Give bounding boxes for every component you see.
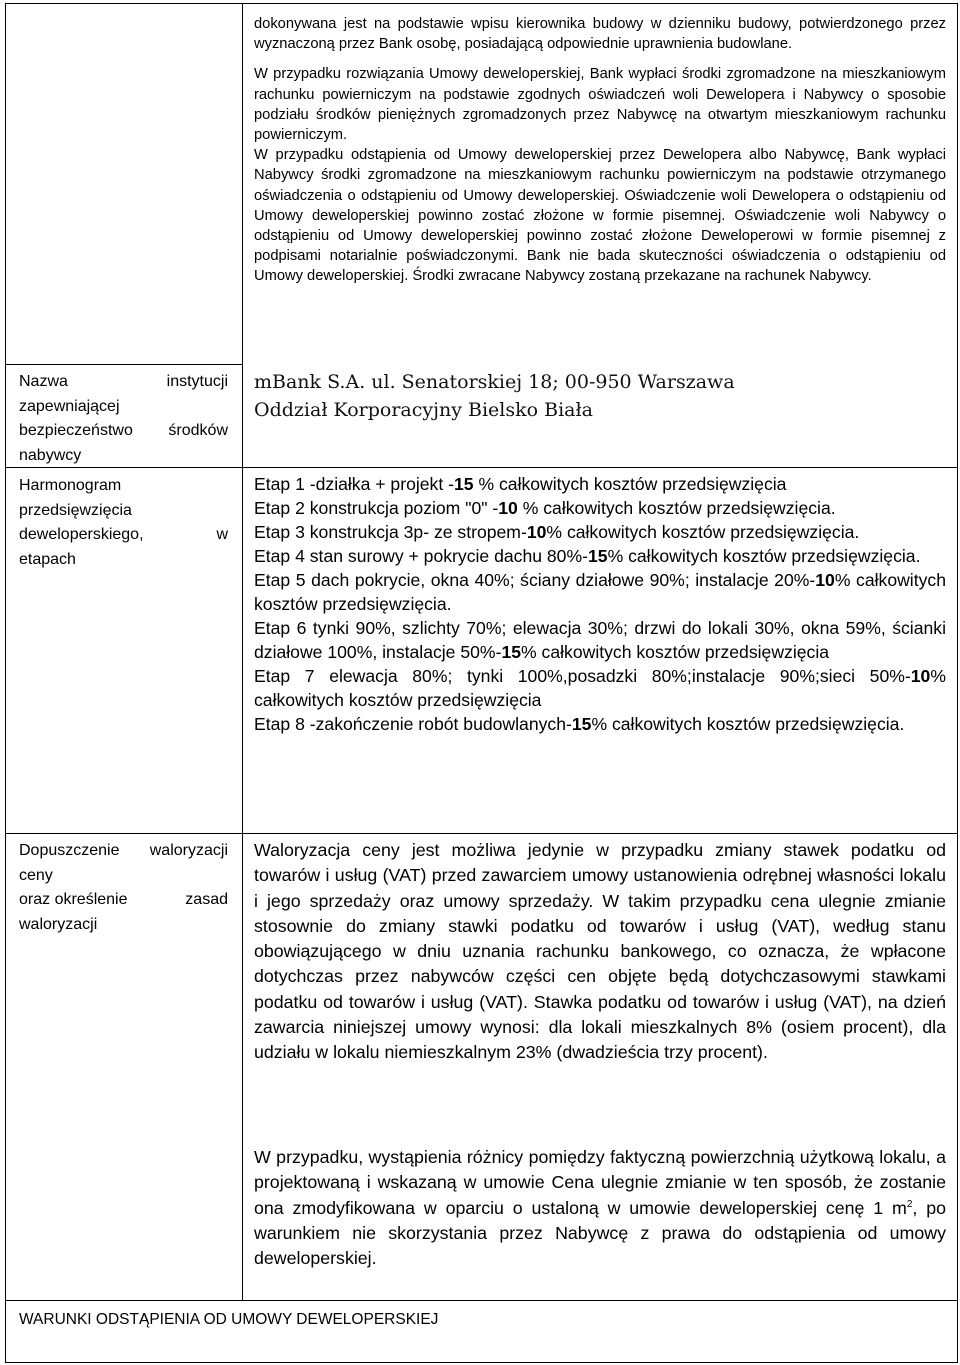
label-word: oraz określenie: [19, 891, 128, 908]
stage-5: Etap 5 dach pokrycie, okna 40%; ściany działowe 90%; instalacje 20%-10% całkowitych kosztów przedsięwzięcia.: [254, 570, 946, 614]
label-line: [19, 839, 228, 864]
label-word: deweloperskiego,: [19, 526, 144, 543]
label-word: Dopuszczenie: [19, 842, 120, 859]
label-word: bezpieczeństwo: [19, 422, 133, 439]
label-line: [19, 444, 228, 469]
valorization-text: [254, 838, 946, 1066]
column-divider: [242, 3, 243, 1300]
area-difference-text: [254, 1145, 946, 1271]
label-word: Nazwa: [19, 373, 68, 390]
label-line: [19, 474, 228, 499]
paragraph: W przypadku odstąpienia od Umowy deweloperskiej przez Dewelopera albo Nabywcę, Bank wypłaci Nabywcy środki zgromadzone na mieszkaniowym rachunku powierniczym na podstawie otrzymanego oświadczenia o odstąpieniu od Umowy deweloperskiej. Oświadczenie woli Dewelopera o odstąpieniu od Umowy deweloperskiej powinno zostać złożone w formie pisemnej. Oświadczenie woli Nabywcy o odstąpieniu od Umowy deweloperskiej powinno zostać złożone Deweloperowi w formie pisemnej z podpisami notarialnie poświadczonymi. Bank nie bada skuteczności oświadczenia o odstąpieniu od Umowy deweloperskiej. Środki zwracane Nabywcy zostaną przekazane na rachunek Nabywcy.: [254, 147, 946, 285]
label-bank-institution: [19, 370, 228, 468]
label-word: w: [216, 526, 228, 543]
stage-3: Etap 3 konstrukcja 3p- ze stropem-10% całkowitych kosztów przedsięwzięcia.: [254, 522, 860, 542]
label-line: [19, 419, 228, 444]
stage-7: Etap 7 elewacja 80%; tynki 100%,posadzki 80%;instalacje 90%;sieci 50%-10% całkowitych kosztów przedsięwzięcia: [254, 666, 946, 710]
label-word: zapewniającej: [19, 397, 120, 415]
label-line: [19, 888, 228, 913]
label-word: waloryzacji: [149, 842, 228, 859]
label-line: [19, 913, 228, 938]
paragraph: dokonywana jest na podstawie wpisu kierownika budowy w dzienniku budowy, potwierdzonego przez wyznaczoną przez Bank osobę, posiadającą odpowiednie uprawnienia budowlane.: [254, 16, 946, 53]
label-valorization: [19, 839, 228, 937]
label-word: waloryzacji: [19, 915, 98, 933]
label-word: instytucji: [166, 373, 228, 390]
label-word: zasad: [185, 891, 228, 908]
label-word: Harmonogram: [19, 477, 122, 494]
stage-2: Etap 2 konstrukcja poziom "0" -10 % całkowitych kosztów przedsięwzięcia.: [254, 498, 836, 518]
label-line: [19, 864, 228, 889]
bank-branch: Oddział Korporacyjny Bielsko Biała: [254, 399, 593, 421]
section-title: WARUNKI ODSTĄPIENIA OD UMOWY DEWELOPERSKIEJ: [19, 1311, 439, 1328]
paragraph: Waloryzacja ceny jest możliwa jedynie w przypadku zmiany stawek podatku od towarów i usług (VAT) przed zawarciem umowy ustanowienia odrębnej własności lokalu i jego sprzedaży oraz umowy sprzedaży. W takim przypadku cena ulegnie zmianie stosownie do zmiany stawki podatku od towarów i usług (VAT), według stanu obowiązującego w dniu uznania rachunku bankowego, co oznacza, że wpłacone dotychczas przez nabywców części cen objęte będą dotychczasowymi stawkami podatku od towarów i usług (VAT). Stawka podatku od towarów i usług (VAT), na dzień zawarcia niniejszej umowy wynosi: dla lokali mieszkalnych 8% (osiem procent), dla udziału w lokalu niemieszkalnym 23% (dwadzieścia trzy procent).: [254, 840, 946, 1063]
row-divider: [5, 364, 243, 365]
bank-name: mBank S.A. ul. Senatorskiej 18; 00-950 Warszawa: [254, 371, 735, 393]
label-word: środków: [168, 422, 228, 439]
label-line: [19, 370, 228, 395]
label-word: przedsięwzięcia: [19, 501, 132, 519]
label-word: ceny: [19, 866, 53, 884]
stage-1: Etap 1 -działka + projekt -15 % całkowitych kosztów przedsięwzięcia: [254, 474, 787, 494]
row-divider: [5, 833, 958, 834]
label-line: [19, 395, 228, 420]
stage-8: Etap 8 -zakończenie robót budowlanych-15% całkowitych kosztów przedsięwzięcia.: [254, 714, 905, 734]
paragraph: W przypadku rozwiązania Umowy deweloperskiej, Bank wypłaci środki zgromadzone na mieszkaniowym rachunku powierniczym na podstawie zgodnych oświadczeń woli Dewelopera i Nabywcy o sposobie podziału środków pieniężnych zgromadzonych przez Nabywcę na otwartym mieszkaniowym rachunku powierniczym.: [254, 66, 946, 144]
label-line: [19, 499, 228, 524]
row-divider: [5, 1300, 958, 1301]
label-word: nabywcy: [19, 446, 82, 464]
bank-info: [254, 368, 946, 424]
label-line: [19, 523, 228, 548]
label-word: etapach: [19, 550, 76, 568]
label-schedule: [19, 474, 228, 572]
paragraph: W przypadku, wystąpienia różnicy pomiędzy faktyczną powierzchnią użytkową lokalu, a projektowaną i wskazaną w umowie Cena ulegnie zmianie w ten sposób, że zostanie ona zmodyfikowana w oparciu o ustaloną w umowie deweloperskiej cenę 1 $m^2$, po warunkiem nie skorzystania przez Nabywcę z prawa do odstąpienia od umowy deweloperskiej.: [254, 1147, 946, 1269]
stage-6: Etap 6 tynki 90%, szlichty 70%; elewacja 30%; drzwi do lokali 30%, okna 59%, ścianki działowe 100%, instalacje 50%-15% całkowitych kosztów przedsięwzięcia: [254, 618, 946, 662]
label-line: [19, 548, 228, 573]
schedule-list: [254, 472, 946, 736]
escrow-text: [254, 14, 946, 287]
stage-4: Etap 4 stan surowy + pokrycie dachu 80%-15% całkowitych kosztów przedsięwzięcia.: [254, 546, 921, 566]
